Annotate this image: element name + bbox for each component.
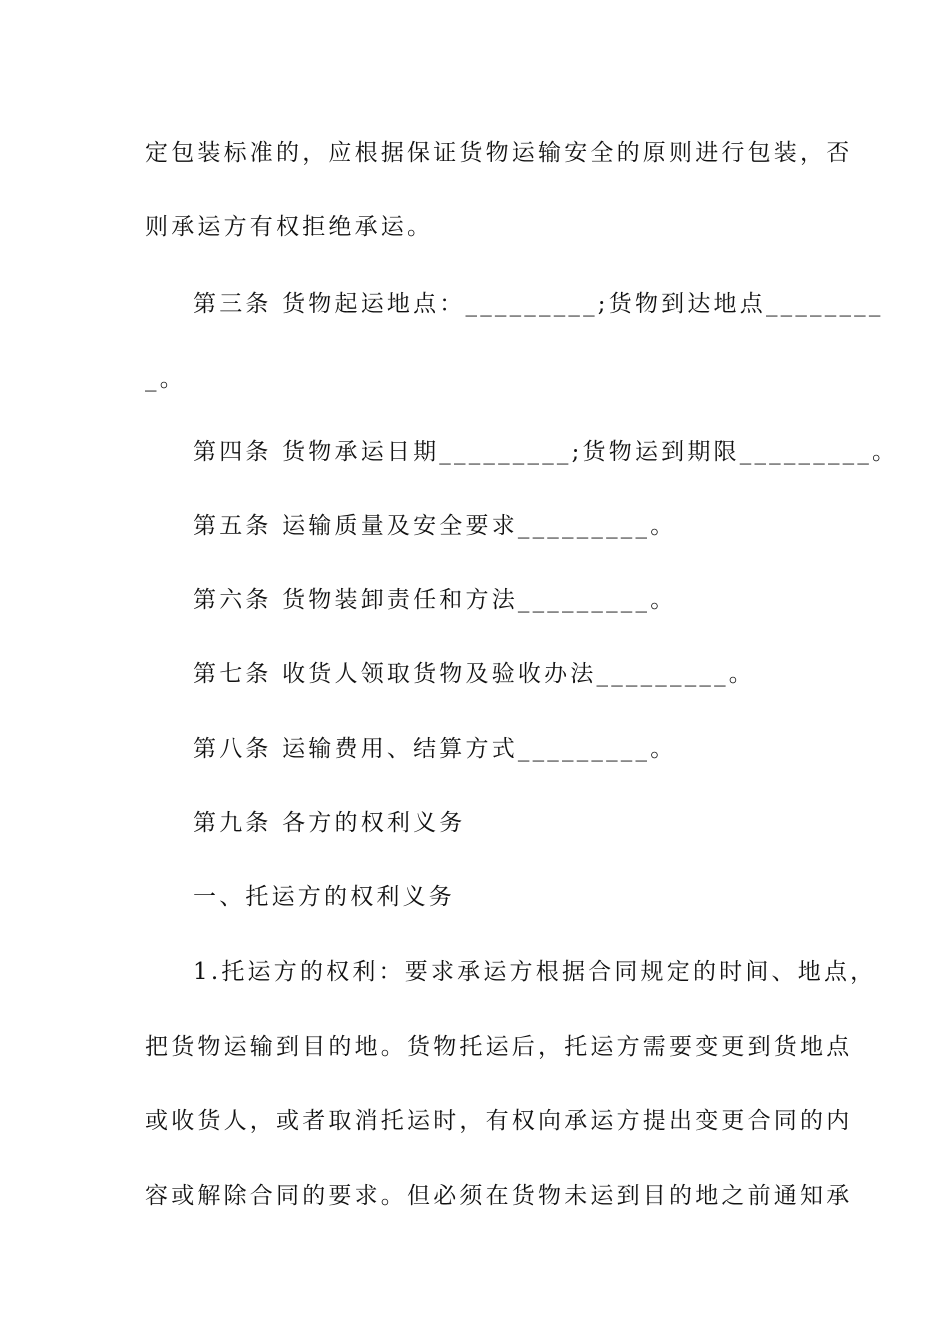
- shipper-rights-line-3: 或收货人，或者取消托运时，有权向承运方提出变更合同的内: [145, 1108, 853, 1134]
- article-4-line: 第四条 货物承运日期_________;货物运到期限_________。: [193, 439, 899, 465]
- article-5-line: 第五条 运输质量及安全要求_________。: [193, 513, 677, 539]
- article-3-line: 第三条 货物起运地点：_________;货物到达地点________: [193, 291, 884, 317]
- article-8-line: 第八条 运输费用、结算方式_________。: [193, 736, 677, 762]
- section-shipper-heading: 一、托运方的权利义务: [193, 884, 455, 910]
- paragraph-line-refuse: 则承运方有权拒绝承运。: [145, 214, 434, 240]
- article-6-line: 第六条 货物装卸责任和方法_________。: [193, 587, 677, 613]
- shipper-rights-line-4: 容或解除合同的要求。但必须在货物未运到目的地之前通知承: [145, 1183, 853, 1209]
- shipper-rights-line-1: 1.托运方的权利：要求承运方根据合同规定的时间、地点，: [193, 959, 877, 985]
- shipper-rights-line-2: 把货物运输到目的地。货物托运后，托运方需要变更到货地点: [145, 1034, 853, 1060]
- article-9-heading: 第九条 各方的权利义务: [193, 810, 466, 836]
- article-7-line: 第七条 收货人领取货物及验收办法_________。: [193, 661, 756, 687]
- paragraph-line-packaging: 定包装标准的，应根据保证货物运输安全的原则进行包装，否: [145, 140, 853, 166]
- article-3-continuation: _。: [145, 366, 186, 392]
